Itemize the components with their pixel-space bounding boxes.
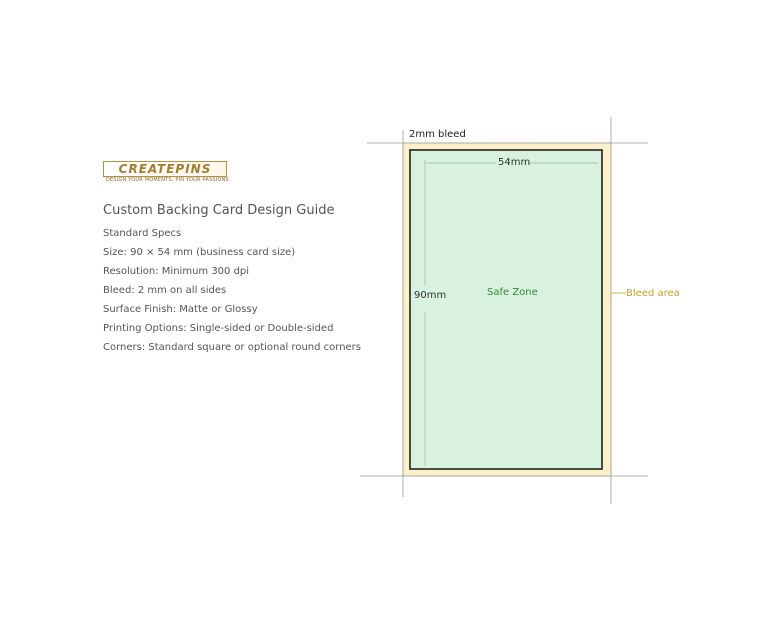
guide-title: Custom Backing Card Design Guide [103,203,335,218]
spec-printing-options: Printing Options: Single-sided or Double-sided [103,323,334,334]
logo-wordmark: CREATEPINS [103,161,227,177]
spec-surface-finish: Surface Finish: Matte or Glossy [103,304,258,315]
height-dimension-label: 90mm [414,290,447,301]
bleed-area-label: Bleed area [626,288,680,299]
spec-resolution: Resolution: Minimum 300 dpi [103,266,250,277]
trim-safe-zone-rect [410,150,602,469]
bleed-size-label: 2mm bleed [409,129,466,140]
spec-bleed: Bleed: 2 mm on all sides [103,285,227,296]
spec-corners: Corners: Standard square or optional round corners [103,342,362,353]
width-dimension-label: 54mm [498,157,531,168]
spec-size: Size: 90 × 54 mm (business card size) [103,247,296,258]
spec-heading: Standard Specs [103,228,182,239]
logo-tagline: DESIGN YOUR MOMENTS, PIN YOUR PASSIONS [106,177,229,183]
safe-zone-label: Safe Zone [487,287,538,298]
